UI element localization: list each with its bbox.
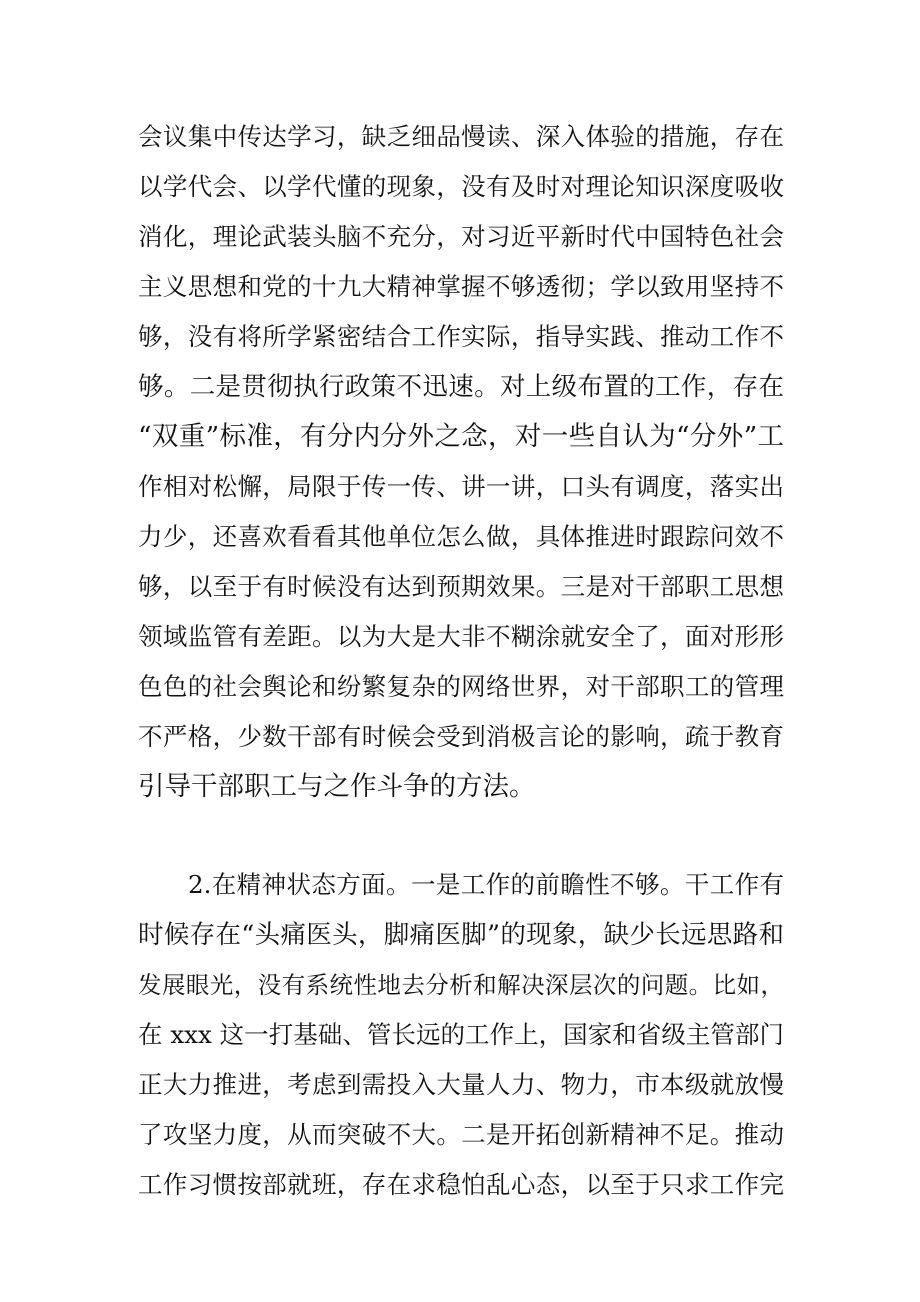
text-line: 发展眼光，没有系统性地去分析和解决深层次的问题。比如， [138, 971, 784, 999]
text-line: 了攻坚力度，从而突破不大。二是开拓创新精神不足。推动 [138, 1120, 784, 1149]
text-line: 消化，理论武装头脑不充分，对习近平新时代中国特色社会 [138, 222, 784, 251]
paragraph-1 [138, 112, 784, 812]
text-line: 不严格，少数干部有时候会受到消极言论的影响，疏于教育 [138, 722, 784, 751]
text-line: 在 xxx 这一打基础、管长远的工作上，国家和省级主管部门 [138, 1020, 784, 1049]
text-line: 作相对松懈，局限于传一传、讲一讲，口头有调度，落实出 [138, 472, 784, 501]
text-line: 够，没有将所学紧密结合工作实际，指导实践、推动工作不 [138, 322, 784, 351]
text-line: 时候存在“头痛医头，脚痛医脚”的现象，缺少长远思路和 [138, 920, 784, 950]
text-line: 会议集中传达学习，缺乏细品慢读、深入体验的措施，存在 [138, 122, 784, 151]
text-line: 2.在精神状态方面。一是工作的前瞻性不够。干工作有 [188, 870, 784, 899]
text-line: 引导干部职工与之作斗争的方法。 [138, 771, 536, 802]
text-line: 领域监管有差距。以为大是大非不糊涂就安全了，面对形形 [138, 622, 784, 651]
text-line: 力少，还喜欢看看其他单位怎么做，具体推进时跟踪问效不 [138, 522, 784, 551]
text-line: 色色的社会舆论和纷繁复杂的网络世界，对干部职工的管理 [138, 672, 784, 701]
text-line: 够。二是贯彻执行政策不迅速。对上级布置的工作，存在 [138, 372, 784, 402]
text-line: 主义思想和党的十九大精神掌握不够透彻；学以致用坚持不 [138, 272, 784, 301]
text-line: 以学代会、以学代懂的现象，没有及时对理论知识深度吸收 [138, 172, 784, 201]
paragraph-2 [138, 860, 784, 1210]
text-line: “双重”标准，有分内分外之念，对一些自认为“分外”工 [138, 421, 784, 452]
text-line: 够，以至于有时候没有达到预期效果。三是对干部职工思想 [138, 572, 784, 601]
text-line: 正大力推进，考虑到需投入大量人力、物力，市本级就放慢 [138, 1070, 784, 1099]
text-line: 工作习惯按部就班，存在求稳怕乱心态，以至于只求工作完 [138, 1170, 784, 1199]
